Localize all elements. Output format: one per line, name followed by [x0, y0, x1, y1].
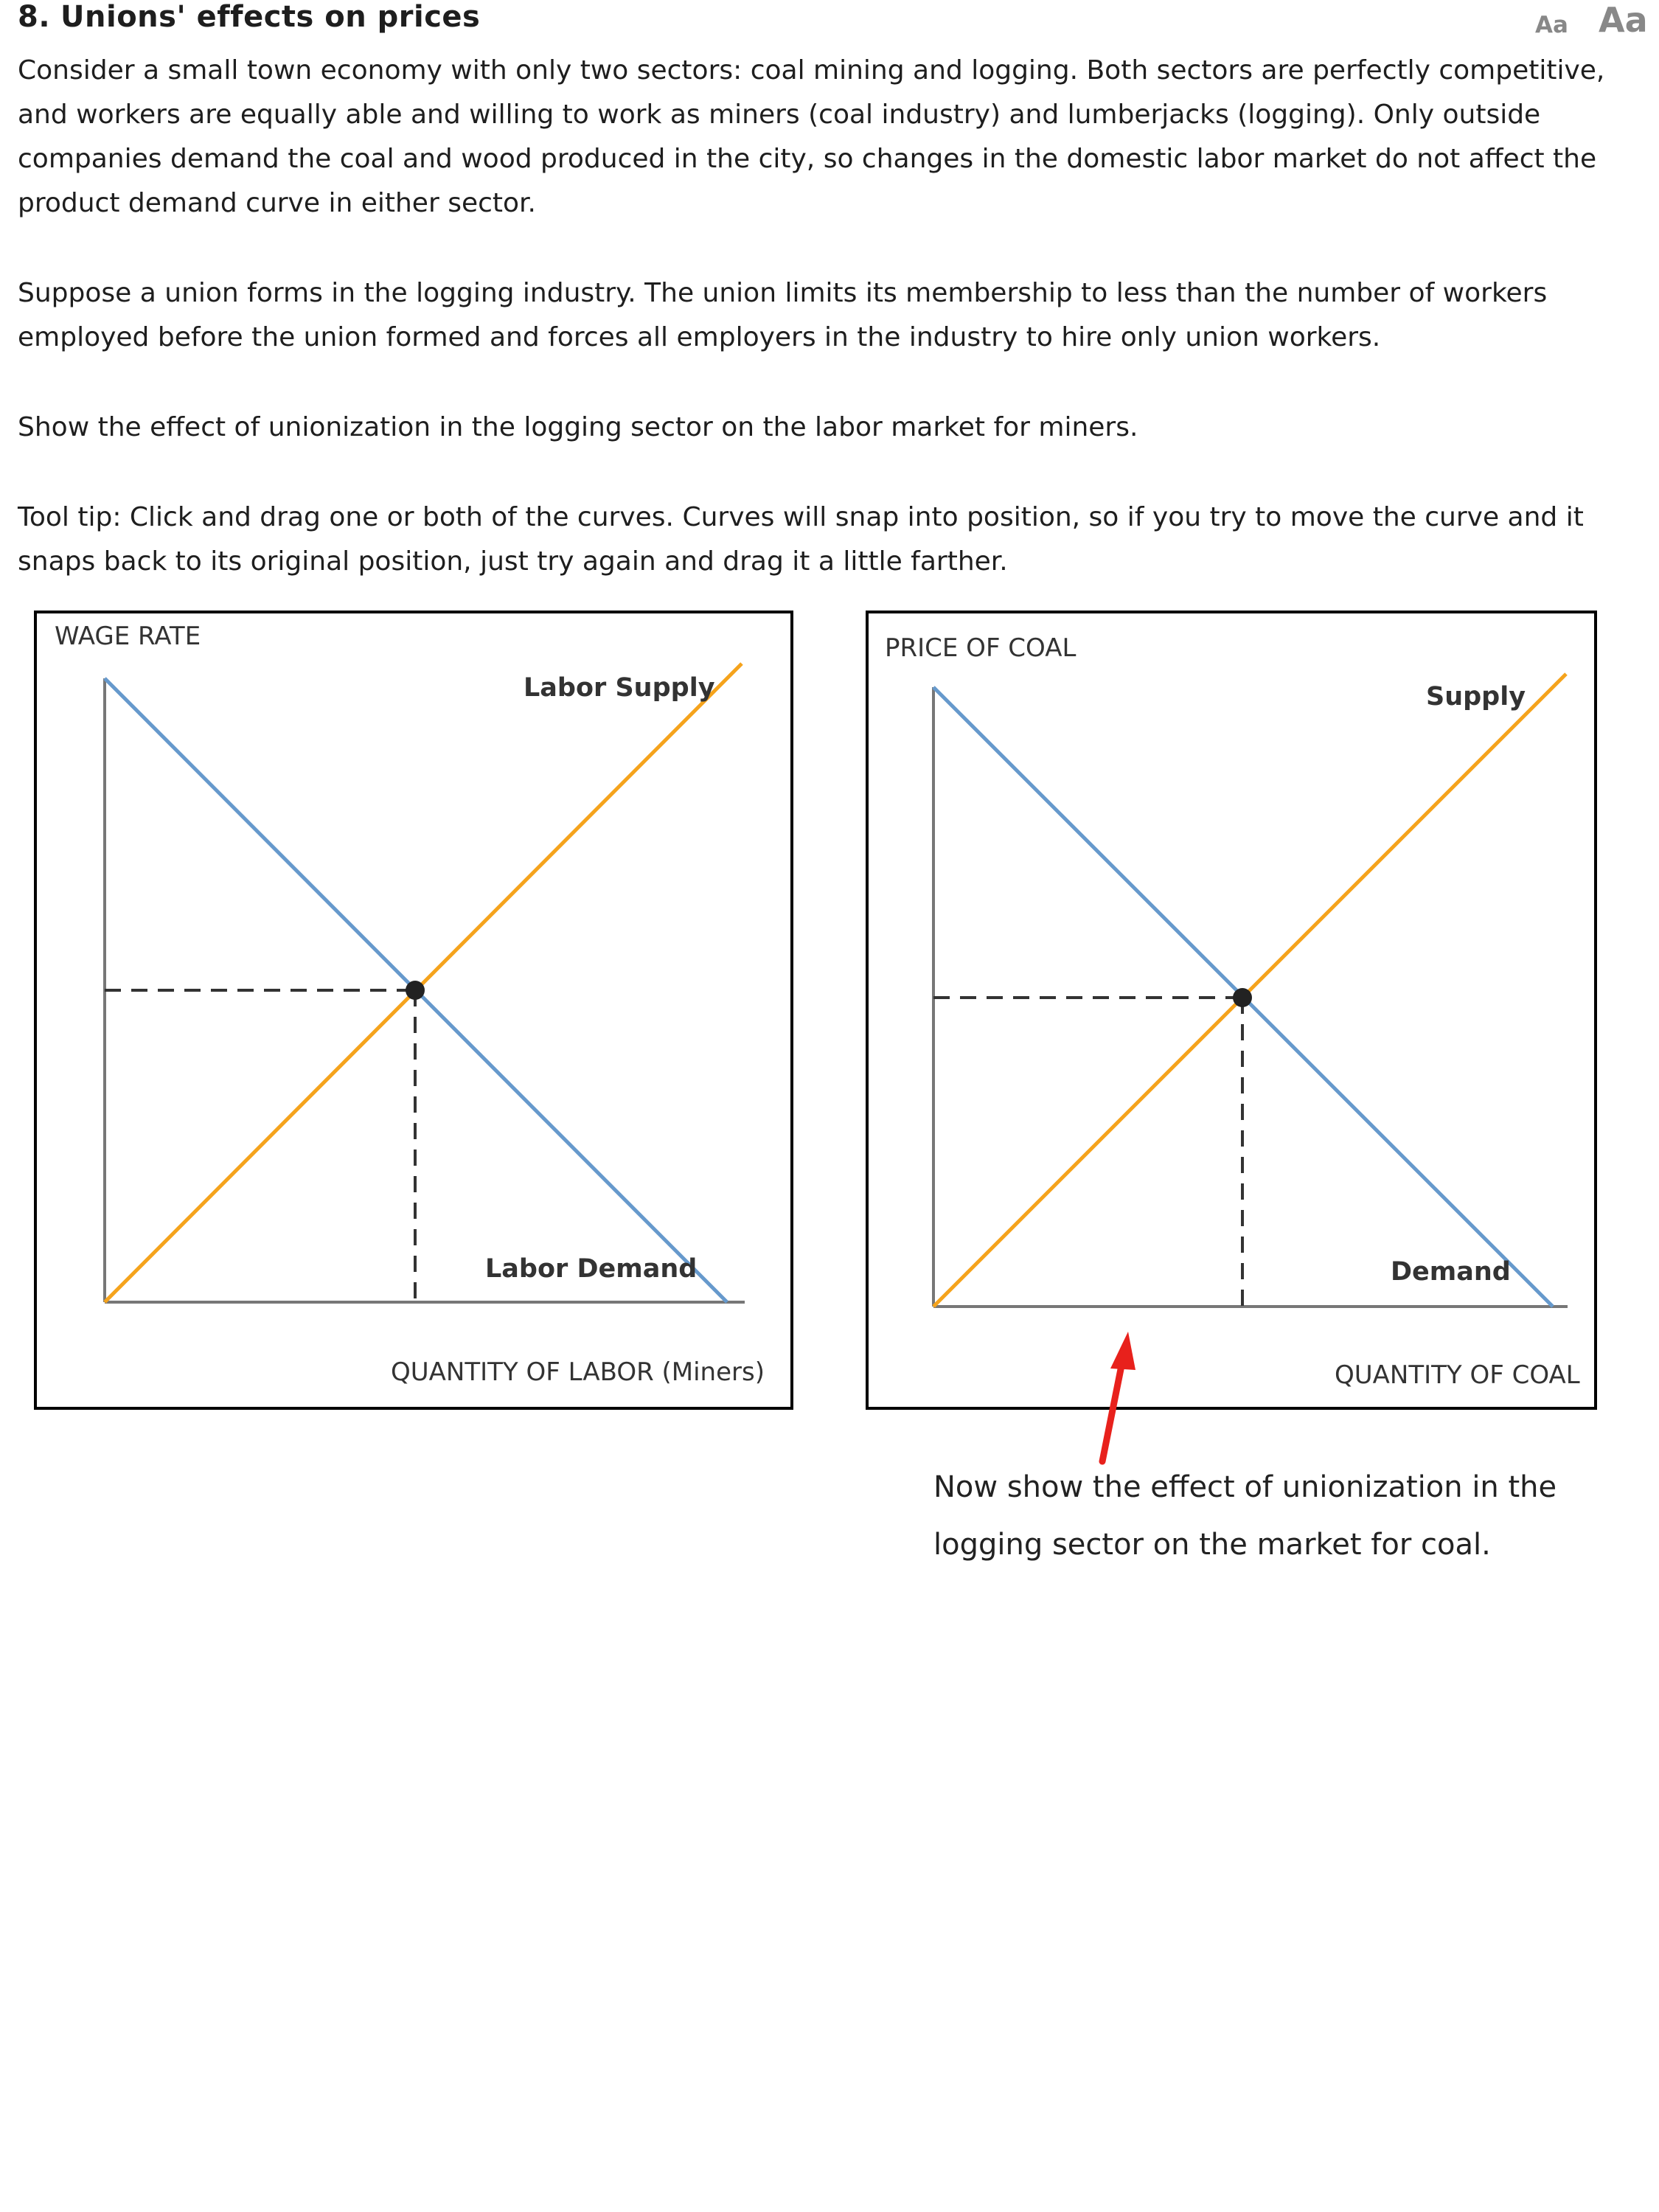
labor-market-graph [34, 611, 793, 1410]
quantity-of-coal-axis-label: QUANTITY OF COAL [1335, 1360, 1580, 1390]
tooltip-paragraph: Tool tip: Click and drag one or both of the curves. Curves will snap into position, so if you try to move the curve and it snaps back to its original position, just try again and drag it a little farther. [18, 502, 1584, 577]
coal-supply-curve[interactable] [933, 674, 1566, 1307]
task-paragraph: Show the effect of unionization in the logging sector on the labor market for miners. [18, 412, 1138, 442]
wage-rate-axis-label: WAGE RATE [55, 622, 201, 651]
labor-market-canvas [37, 613, 790, 1407]
red-arrow-icon [1084, 1320, 1187, 1482]
question-title-text: Unions' effects on prices [60, 0, 481, 34]
coal-market-canvas [869, 613, 1594, 1407]
intro-paragraph: Consider a small town economy with only two sectors: coal mining and logging. Both sectors are perfectly competitive, and workers are equally able and willing to work as miners (coal industry) and lumberjacks (logging). Only outside companies demand the coal and wood produced in the city, so changes in the domestic labor market do not affect the product demand curve in either sector. [18, 55, 1605, 218]
price-of-coal-axis-label: PRICE OF COAL [885, 633, 1077, 663]
labor-demand-label: Labor Demand [485, 1254, 698, 1284]
coal-equilibrium-point [1233, 988, 1252, 1007]
increase-font-size-button[interactable]: Aa [1599, 0, 1648, 40]
question-title [18, 0, 480, 34]
labor-supply-curve[interactable] [105, 664, 742, 1302]
coal-supply-label: Supply [1426, 682, 1526, 712]
labor-supply-label: Labor Supply [524, 673, 715, 703]
coal-market-graph [866, 611, 1597, 1410]
quantity-of-labor-axis-label: QUANTITY OF LABOR (Miners) [391, 1357, 765, 1387]
annotation-caption: Now show the effect of unionization in the logging sector on the market for coal. [933, 1470, 1557, 1562]
labor-equilibrium-point [406, 981, 425, 1000]
decrease-font-size-button[interactable]: Aa [1535, 12, 1568, 38]
coal-demand-label: Demand [1391, 1257, 1511, 1287]
union-paragraph: Suppose a union forms in the logging industry. The union limits its membership to less than the number of workers employed before the union formed and forces all employers in the industry to hire only union workers. [18, 278, 1548, 352]
question-number: 8. [18, 0, 51, 34]
